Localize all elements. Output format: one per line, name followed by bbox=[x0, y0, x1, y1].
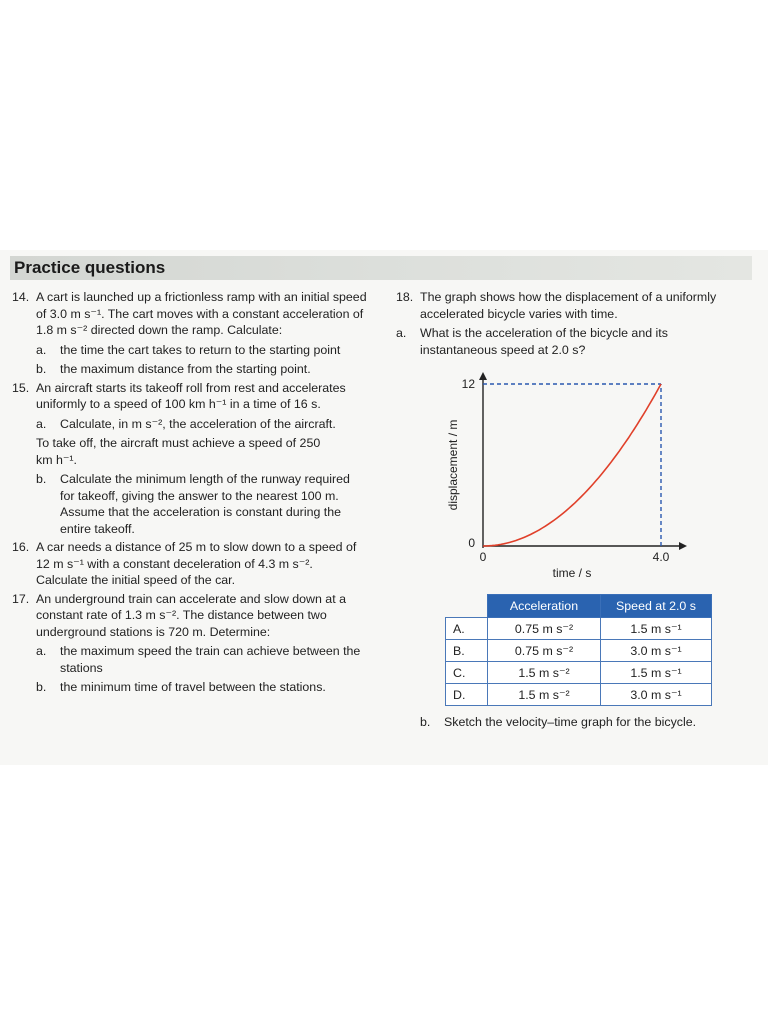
question-part: b. the maximum distance from the starting point. bbox=[36, 362, 311, 376]
question-number: 15. bbox=[12, 380, 30, 395]
acceleration-cell: 1.5 m s⁻² bbox=[488, 662, 601, 684]
table-row bbox=[446, 662, 712, 684]
acceleration-cell: 0.75 m s⁻² bbox=[488, 640, 601, 662]
question-17 bbox=[12, 591, 376, 641]
y-axis-label: displacement / m bbox=[446, 419, 460, 511]
x-tick-label: 0 bbox=[479, 550, 487, 564]
question-number: 18. bbox=[396, 290, 414, 304]
displacement-time-graph bbox=[445, 370, 695, 580]
question-15 bbox=[12, 380, 380, 413]
question-number: 16. bbox=[12, 540, 30, 554]
question-18 bbox=[396, 289, 756, 322]
displacement-curve bbox=[483, 384, 661, 546]
option-label: B. bbox=[446, 640, 488, 662]
right-column bbox=[396, 289, 756, 358]
y-axis-arrow bbox=[479, 372, 487, 380]
option-label: C. bbox=[446, 662, 488, 684]
question-number: 14. bbox=[12, 290, 30, 304]
table-row bbox=[446, 618, 712, 640]
speed-cell: 3.0 m s⁻¹ bbox=[601, 640, 712, 662]
question-number: 17. bbox=[12, 591, 30, 606]
question-part: a. Calculate, in m s⁻², the acceleration of the aircraft. bbox=[36, 416, 336, 431]
answer-options-table bbox=[445, 594, 712, 706]
option-label: A. bbox=[446, 618, 488, 640]
table-row bbox=[446, 640, 712, 662]
x-axis-label: time / s bbox=[552, 566, 592, 580]
question-14 bbox=[12, 289, 380, 339]
section-header bbox=[10, 256, 752, 280]
speed-cell: 3.0 m s⁻¹ bbox=[601, 684, 712, 706]
question-16 bbox=[12, 539, 366, 589]
column-header: Acceleration bbox=[488, 595, 601, 618]
question-text: An aircraft starts its takeoff roll from rest and accelerates uniformly to a speed of 100 km h⁻¹ in a time of 16 s. bbox=[36, 380, 346, 411]
x-tick-label: 4.0 bbox=[652, 550, 670, 564]
question-part: a. the time the cart takes to return to the starting point bbox=[36, 342, 341, 357]
acceleration-cell: 0.75 m s⁻² bbox=[488, 618, 601, 640]
speed-cell: 1.5 m s⁻¹ bbox=[601, 618, 712, 640]
table-row bbox=[446, 684, 712, 706]
question-part: b. Calculate the minimum length of the runway required for takeoff, giving the answer to the nearest 100 m. Assume that the acceleration is constant during the entire takeoff. bbox=[36, 472, 350, 536]
option-label: D. bbox=[446, 684, 488, 706]
section-title: Practice questions bbox=[14, 258, 166, 277]
question-note: To take off, the aircraft must achieve a speed of 250 km h⁻¹. bbox=[36, 436, 321, 467]
question-part: b. the minimum time of travel between the stations. bbox=[36, 680, 326, 694]
speed-cell: 1.5 m s⁻¹ bbox=[601, 662, 712, 684]
question-18b bbox=[420, 714, 760, 731]
question-text: An underground train can accelerate and slow down at a constant rate of 1.3 m s⁻². The distance between two underground stations is 720 m. Determine: bbox=[36, 591, 346, 639]
question-text: A cart is launched up a frictionless ramp with an initial speed of 3.0 m s⁻¹. The cart moves with a constant acceleration of 1.8 m s⁻² directed down the ramp. Calculate: bbox=[36, 290, 367, 337]
question-text: The graph shows how the displacement of a uniformly accelerated bicycle varies with time. bbox=[420, 290, 717, 321]
question-part: b. Sketch the velocity–time graph for the bicycle. bbox=[420, 715, 697, 729]
acceleration-cell: 1.5 m s⁻² bbox=[488, 684, 601, 706]
question-part: a. the maximum speed the train can achieve between the stations bbox=[36, 644, 361, 675]
question-text: A car needs a distance of 25 m to slow down to a speed of 12 m s⁻¹ with a constant deceleration of 4.3 m s⁻². Calculate the initial speed of the car. bbox=[36, 540, 357, 587]
left-column bbox=[12, 289, 380, 696]
x-axis-arrow bbox=[679, 542, 687, 550]
y-tick-label: 0 bbox=[468, 536, 475, 550]
question-part: a. What is the acceleration of the bicycle and its instantaneous speed at 2.0 s? bbox=[396, 326, 668, 357]
y-tick-label: 12 bbox=[461, 377, 475, 391]
column-header: Speed at 2.0 s bbox=[601, 595, 712, 618]
